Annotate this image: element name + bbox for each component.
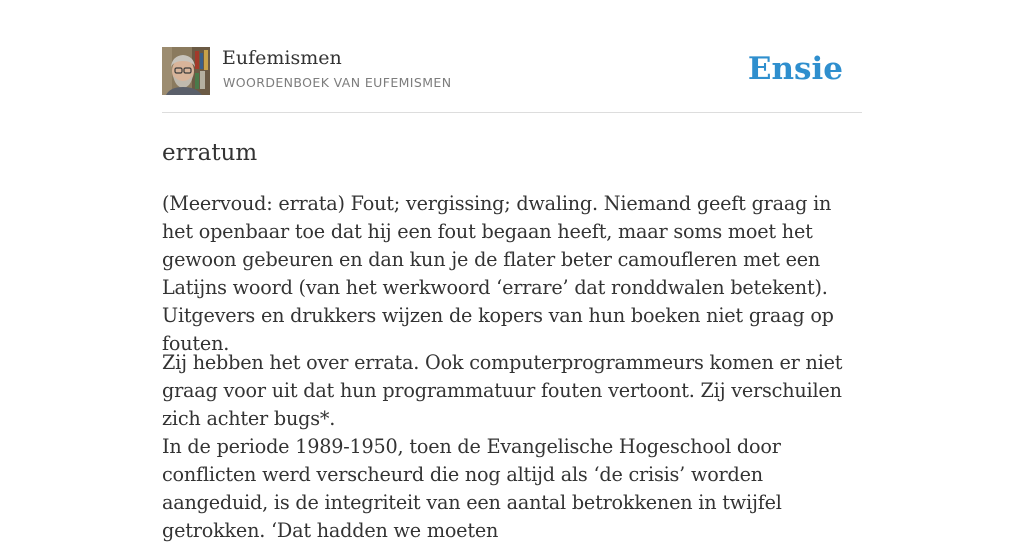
ensie-logo[interactable]: Ensie bbox=[747, 51, 843, 87]
dictionary-subtitle[interactable]: WOORDENBOEK VAN EUFEMISMEN bbox=[223, 75, 452, 90]
entry-paragraph-2: Zij hebben het over errata. Ook computerprogrammeurs komen er niet graag voor uit dat hun programmatuur fouten vertoont. Zij verschuilen zich achter bugs*. bbox=[162, 351, 843, 430]
author-name[interactable]: Eufemismen bbox=[222, 47, 342, 69]
avatar-icon bbox=[162, 47, 210, 95]
page bbox=[162, 0, 862, 542]
entry-paragraph-1: (Meervoud: errata) Fout; vergissing; dwaling. Niemand geeft graag in het openbaar toe dat hij een fout begaan heeft, maar soms moet het gewoon gebeuren en dan kun je de flater beter camoufleren met een Latijns woord (van het werkwoord ‘errare’ dat ronddwalen betekent). Uitgevers en drukkers wijzen de kopers van hun boeken niet graag op fouten. bbox=[162, 192, 834, 355]
entry-paragraph-3: In de periode 1989-1950, toen de Evangelische Hogeschool door conflicten werd verscheurd die nog altijd als ‘de crisis’ worden aangeduid, is de integriteit van een aantal betrokkenen in twijfel getrokken. ‘Dat hadden we moeten bbox=[162, 435, 782, 542]
author-avatar[interactable] bbox=[162, 47, 210, 95]
entry-title: erratum bbox=[162, 140, 258, 166]
header bbox=[162, 0, 862, 113]
